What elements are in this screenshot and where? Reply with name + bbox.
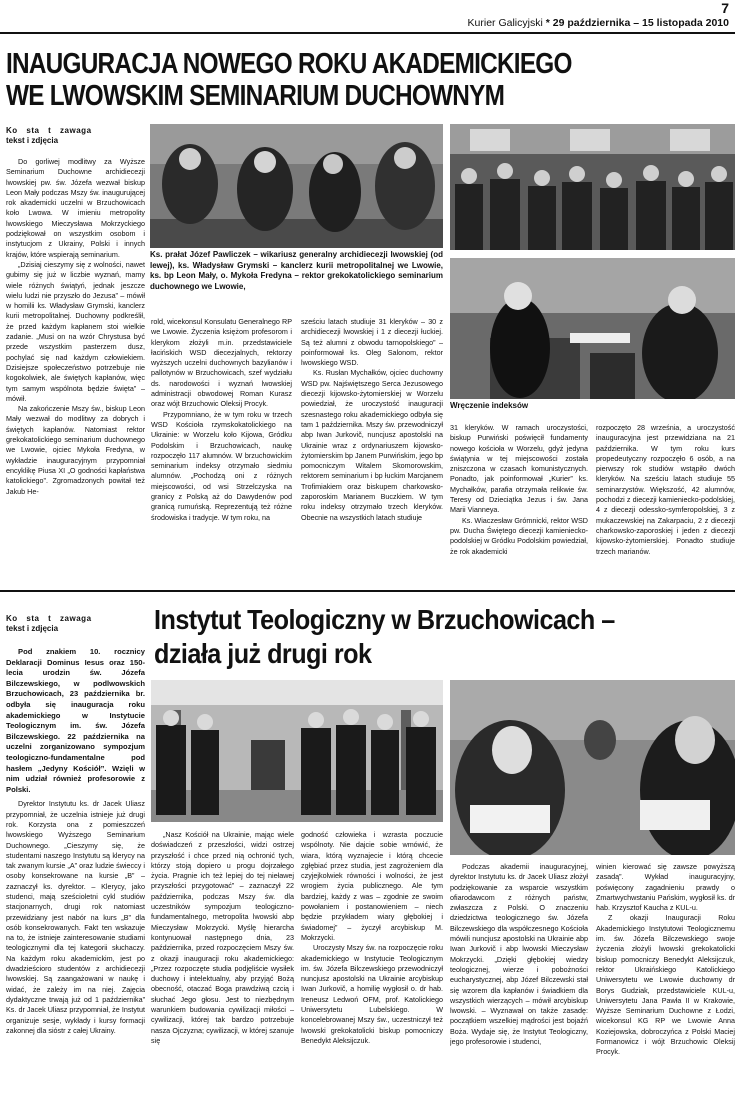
article1-col4-paragraph: Ks. Wiaczesław Grómnicki, rektor WSD pw. Ducha Świętego diecezji kamieniecko-podolskiej w Gródku Podolskim powiedział, że rok akademicki xyxy=(450,515,588,556)
header-rule xyxy=(0,32,735,34)
article1-col1-paragraph: „Dzisiaj cieszymy się z wolności, nawet gubimy się już w liczbie wyznań, mamy wiele różnych świątyń, jednak jeszcze wielu ludzi nie przyszło do Jezusa” – mówił w homilii ks. Władysław Grymski, kanclerz kurii metropolitalnej. Duchowny podkreślił, że przed każdym kapłanem stoi wielkie zadanie. „Musi on na wzór Chrystusa być przede wszystkim pasterzem dusz, pochylać się nad każdym człowiekiem. Dzisiejsze społeczeństwo potrzebuje nie kogokolwiek, ale świętych kapłanów, więc tym samym wspólnota będzie święta” – mówił. xyxy=(6,259,145,403)
article1-col3-paragraph: Ks. Rusłan Mychałków, ojciec duchowny WSD pw. Najświętszego Serca Jezusowego diecezji kijowsko-żytomierskiej w Worzelu powiedział, że uroczystość inauguracji szesnastego roku akademickiego odbyła się tam 1 października. Mszy św. przewodniczył abp Iwan Jurkovič, nuncjusz apostolski na Ukrainie wraz z ordynariuszem kijowsko-żytomierskim bp Janem Purwińskim, jego bp pomocniczym Witalem Skomorowskim, rektorem seminarium i bp łuckim Marcjanem Trofimiakiem oraz biskupem charkowsko-zaporoskim Marianem Buczkiem. W tym roku indeksy otrzymało trzech kleryków. Obecnie na wszystkich latach studiuje xyxy=(301,368,443,522)
article2-col3-paragraph: Uroczysty Mszy św. na rozpoczęcie roku akademickiego w Instytucie Teologicznym im. św. Józefa Bilczewskiego przewodniczył nuncjusz apostolski na Ukrainie arcybiskup Iwan Jurkovič, a homilię wygłosił o. dr hab. Ireneusz Ledwoń OFM, prof. Katolickiego Uniwersytetu Lubelskiego. W koncelebrowanej Mszy św., uczestniczył też lwowski grekokatolicki biskup pomocniczy Benedykt Aleksijczuk. xyxy=(301,943,443,1045)
article2-col3-paragraph: godność człowieka i wzrasta poczucie wspólnoty. Nie dajcie sobie wmówić, że wiara, którą wyznajecie i którą chcecie zgłębiać przez studia, jest zagrożeniem dla czyjejkolwiek równości i wolności, że jest wrogiem życia publicznego. Ale tym bardziej, każdy z was – zgodnie ze swoim powołaniem i postanowieniem – niech będzie przykładem wiary głębokiej i świadomej” – życzył arcybiskup M. Mokrzycki. xyxy=(301,830,443,942)
sisters-photo-image xyxy=(450,680,735,855)
article1-photo-audience xyxy=(450,124,735,250)
article2-photo-ceremony xyxy=(151,680,443,822)
header-separator: * xyxy=(545,17,550,29)
article2-column-1 xyxy=(6,647,145,1103)
article1-byline xyxy=(6,126,146,146)
article2-column-4 xyxy=(450,862,588,1103)
page-number: 7 xyxy=(721,0,729,16)
article2-col2-paragraph: „Nasz Kościół na Ukrainie, mając wiele doświadczeń z przeszłości, widzi ostrzej przyszłość i chce przed nią ochronić tych, którzy stoją dopiero u progu dojrzałego życia. Pragnie ich też lepiej do tej nieławej przyszłości przygotować” – zaznaczył 22 października, podczas Mszy św. dla uczestników sympozjum teologiczno-fundamentalnego, metropolita lwowski abp Mieczysław Mokrzycki. Myślę hierarcha kontynuował następnego dnia, 23 października, przed rozpoczęciem Mszy św. z okazji inauguracji roku akademickiego: „Przez rozpoczęte studia podjęliście wysiłek duchowy i intelektualny, aby przyjąć Bożą obecność, otaczać Boga prawdziwą czcią i słuchać Jego głosu. Jest to niezbędnym warunkiem budowania cywilizacji miłości – cywilizacji, której tak bardzo potrzebuje nasza Ojczyzna; cywilizacji, w której szanuje się xyxy=(151,830,294,1045)
audience-photo-image xyxy=(450,124,735,250)
article2-column-2 xyxy=(151,830,294,1103)
running-header xyxy=(468,17,729,29)
article2-col1-paragraph: Dyrektor Instytutu ks. dr Jacek Uliasz przypomniał, że uczelnia istnieje już drugi rok. Korzysta ona z pomieszczeń lwowskiego Wyższego Seminarium Duchownego. „Cieszymy się, że studentami naszego Instytutu są klerycy na tak zwanym kursie „A” oraz ludzie świeccy i osoby konsekrowane na kursie „B” – zaznaczył ks. dyrektor. – Klerycy, jako studenci, mają sześcioletni cykl studiów stacjonarnych, drugi rok natomiast przewidziany jest nabór na kurs „B” dla osób konsekrowanych. Fakt ten wskazuje na to, że istnieje zainteresowanie studiami teologicznymi dla tej kategorii słuchaczy. Na każdym roku akademickim, jest po dwadzieścioro studentów z archidiecezji lwowskiej. Są zaangażowani w naukę i widać, że zależy im na niej. Zajęcia dydaktyczne trwają już od 1 października” Ks. dr Jacek Uliasz przypomniał, że Instytut organizuje sesje, wykłady i kursy formacji zakonnej dla sióstr z całej Ukrainy. xyxy=(6,799,145,1035)
publication-name: Kurier Galicyjski xyxy=(467,17,543,29)
article1-column-1 xyxy=(6,157,145,582)
article1-photo3-caption: Wręczenie indeksów xyxy=(450,401,529,410)
issue-date: 29 października – 15 listopada 2010 xyxy=(552,17,729,29)
article1-column-3 xyxy=(301,317,443,582)
article1-col1-paragraph: Do gorliwej modlitwy za Wyższe Seminarium Duchowne archidiecezji lwowskiej pw. św. Józefa wezwał biskup Leon Mały podczas Mszy św. inaugurującej rok akademicki uczelni w Brzuchowicach koło Lwowa. W imieniu metropolity lwowskiego Mieczysława Mokrzyckiego podziękował on wszystkim osobom i instytucjom z Ukrainy, Polski i innych krajów, które wspierają seminarium. xyxy=(6,157,145,259)
article1-title-line1: INAUGURACJA NOWEGO ROKU AKADEMICKIEGO xyxy=(6,48,572,80)
article1-column-2 xyxy=(151,317,292,582)
clergy-photo-image xyxy=(150,124,443,248)
ceremony-photo-image xyxy=(151,680,443,822)
article2-column-3 xyxy=(301,830,443,1103)
article1-author: Ko sta t zawaga xyxy=(6,126,92,135)
article1-col2-paragraph: rold, wicekonsul Konsulatu Generalnego RP we Lwowie. Życzenia księżom profesorom i klerykom złożyli m.in. przedstawiciele łacińskich WSD diecezjalnych, rektorzy wyższych uczelni duchownych bazylianów i pallotynów w Brzuchowicach, szef wydziału ds. narodowości i wyznań lwowskiej administracji obwodowej Roman Kurasz oraz wójt Brzuchowic Oleksij Procyk. xyxy=(151,317,292,409)
article1-col5-paragraph: rozpoczęto 28 września, a uroczystość inauguracyjna jest przewidziana na 21 października. W tym roku kurs propedeutyczny rozpoczęło 6 osób, a na pierwszy rok studiów wstąpiło dwóch kleryków. Na sześciu latach studiuje 55 seminarzystów. Większość, 42 alumnów, pochodzi z diecezji kamieniecko-podolskiej, 4 z diecezji odessko-symferopolskiej, 3 z mukaczewskiej na Zakarpaciu, 2 z diecezji charkowsko-zaporoskiej i jeden z diecezji kijowsko-żytomierskiej. Ponadto studiuje trzech marianów. xyxy=(596,423,735,556)
article1-col3-paragraph: sześciu latach studiuje 31 kleryków – 30 z archidiecezji lwowskiej i 1 z diecezji łuckiej. Są też alumni z obwodu tarnopolskiego” – poinformował ks. Oleg Salonom, rektor lwowskiego WSD. xyxy=(301,317,443,368)
article2-col4-paragraph: Podczas akademii inauguracyjnej, dyrektor Instytutu ks. dr Jacek Uliasz złożył podziękowanie za wsparcie wszystkim ofiarodawcom z różnych państw, zwłaszcza z Polski. O znaczeniu dziedzictwa teologicznego św. Józefa Bilczewskiego dla współczesnego Kościoła mówili nuncjusz apostolski na Ukrainie abp Iwan Jurkovič i abp lwowski Mieczysław Mokrzycki. „Dzięki głębokiej wiedzy teologicznej, wierze i pobożności eucharystycznej, abp Józef Bilczewski stał się wzorem dla kapłanów i świadkiem dla wszystkich wierzących – mówił arcybiskup lwowski. – Wyznawał on także zasadę: początkiem wszelkiej mądrości jest bojaźń Boża. Wydaje się, że Instytut Teologiczny, jego profesorowie i studenci, xyxy=(450,862,588,1047)
article2-title-line1: Instytut Teologiczny w Brzuchowicach – xyxy=(154,604,615,635)
article1-author-note: tekst i zdjęcia xyxy=(6,136,59,145)
article2-lead: Pod znakiem 10. rocznicy Deklaracji Dominus Iesus oraz 150-lecia urodzin św. Józefa Bilczewskiego, w podlwowskich Brzuchowicach, 23 października br. odbyła się inauguracja roku akademickiego w Instytucie Teologicznym im. św. Józefa Bilczewskiego. 22 października na uczelni zorganizowano sympozjum teologiczno-fundamentalne pod hasłem „Jedyny Kościół”. Wzięli w nim udział również profesorowie z Polski. xyxy=(6,647,145,794)
article1-title xyxy=(6,48,572,112)
article1-photo-clergy xyxy=(150,124,443,248)
article-separator xyxy=(0,590,735,592)
article1-column-4 xyxy=(450,423,588,582)
article1-column-5 xyxy=(596,423,735,582)
article2-author: Ko sta t zawaga xyxy=(6,614,92,623)
article2-title xyxy=(154,603,615,671)
article1-photo-indexes xyxy=(450,258,735,399)
article1-photo1-caption: Ks. prałat Józef Pawliczek – wikariusz generalny archidiecezji lwowskiej (od lewej), ks. Władysław Grymski – kanclerz kurii metropolitalnej we Lwowie, ks. bp Leon Mały, o. Mykoła Fredyna – rektor grekokatolickiego seminarium duchownego we Lwowie, xyxy=(150,250,443,291)
article2-column-5 xyxy=(596,862,735,1103)
indexes-photo-image xyxy=(450,258,735,399)
article2-byline xyxy=(6,614,146,634)
article1-col1-paragraph: Na zakończenie Mszy św., biskup Leon Mały wezwał do modlitwy za dobrych i świętych kapłanów. Natomiast rektor grekokatolickiego seminarium duchownego we Lwowie, ojciec Mykoła Fredyna, w wykładzie inauguracyjnym przypomniał encyklikę Piusa XI „O godności kapłaństwa katolickiego”. Zgromadzonych powitał też Jakub He- xyxy=(6,404,145,496)
article2-col5-paragraph: Z okazji Inauguracji Roku Akademickiego Instytutowi Teologicznemu im. św. Józefa Bilczewskiego swoje życzenia złożyli lwowski grekokatolicki biskup pomocniczy Benedykt Aleksijczuk, rektor Ukraińskiego Katolickiego Uniwersytetu we Lwowie duchowny dr Borys Gudziak, przedstawiciele KUL-u, Uniwersytetu Jana Pawła II w Krakowie, Wyższe Seminarium Duchowne z Łodzi, wicekonsul KG RP we Lwowie Anna Koziejowska, dobroczyńca z Polski Maciej Formanowicz i wójt Brzuchowic Oleksij Procyk. xyxy=(596,913,735,1057)
article1-title-line2: WE LWOWSKIM SEMINARIUM DUCHOWNYM xyxy=(6,80,505,112)
article2-author-note: tekst i zdjęcia xyxy=(6,624,59,633)
article2-photo-sisters xyxy=(450,680,735,855)
article1-col2-paragraph: Przypomniano, że w tym roku w trzech WSD Kościoła rzymskokatolickiego na Ukrainie: w Worzelu koło Kijowa, Gródku Podolskim i Brzuchowicach, naukę rozpoczęło 117 alumnów. W brzuchowickim seminarium indeksy otrzymało siedmiu alumnów. „Pochodzą oni z różnych miejscowości, od wsi Strzelczyska na granicy z Polską aż do Dawydenów pod granicą rumuńską. Reprezentują też różne środowiska i tradycje. W tym roku, na xyxy=(151,409,292,522)
article2-col5-paragraph: winien kierować się zawsze powyższą zasadą”. Wykład inauguracyjny, poświęcony zagadnieniu prawdy o Zmartwychwstaniu Pańskim, wygłosił ks. dr hab. Krzysztof Kaucha z KUL-u. xyxy=(596,862,735,913)
article1-col4-paragraph: 31 kleryków. W ramach uroczystości, biskup Purwiński poświęcił fundamenty nowego kościoła w Worzelu, gdyż jedyna świątynia w tej miejscowości została zniszczona w czasach komunistycznych. Ponadto, jak poinformował „Kurier” ks. Mychałków, parafia otrzymała relikwie św. Teresy od Dzieciątka Jezus i św. Jana Marii Vianneya. xyxy=(450,423,588,515)
article2-title-line2: działa już drugi rok xyxy=(154,638,372,669)
